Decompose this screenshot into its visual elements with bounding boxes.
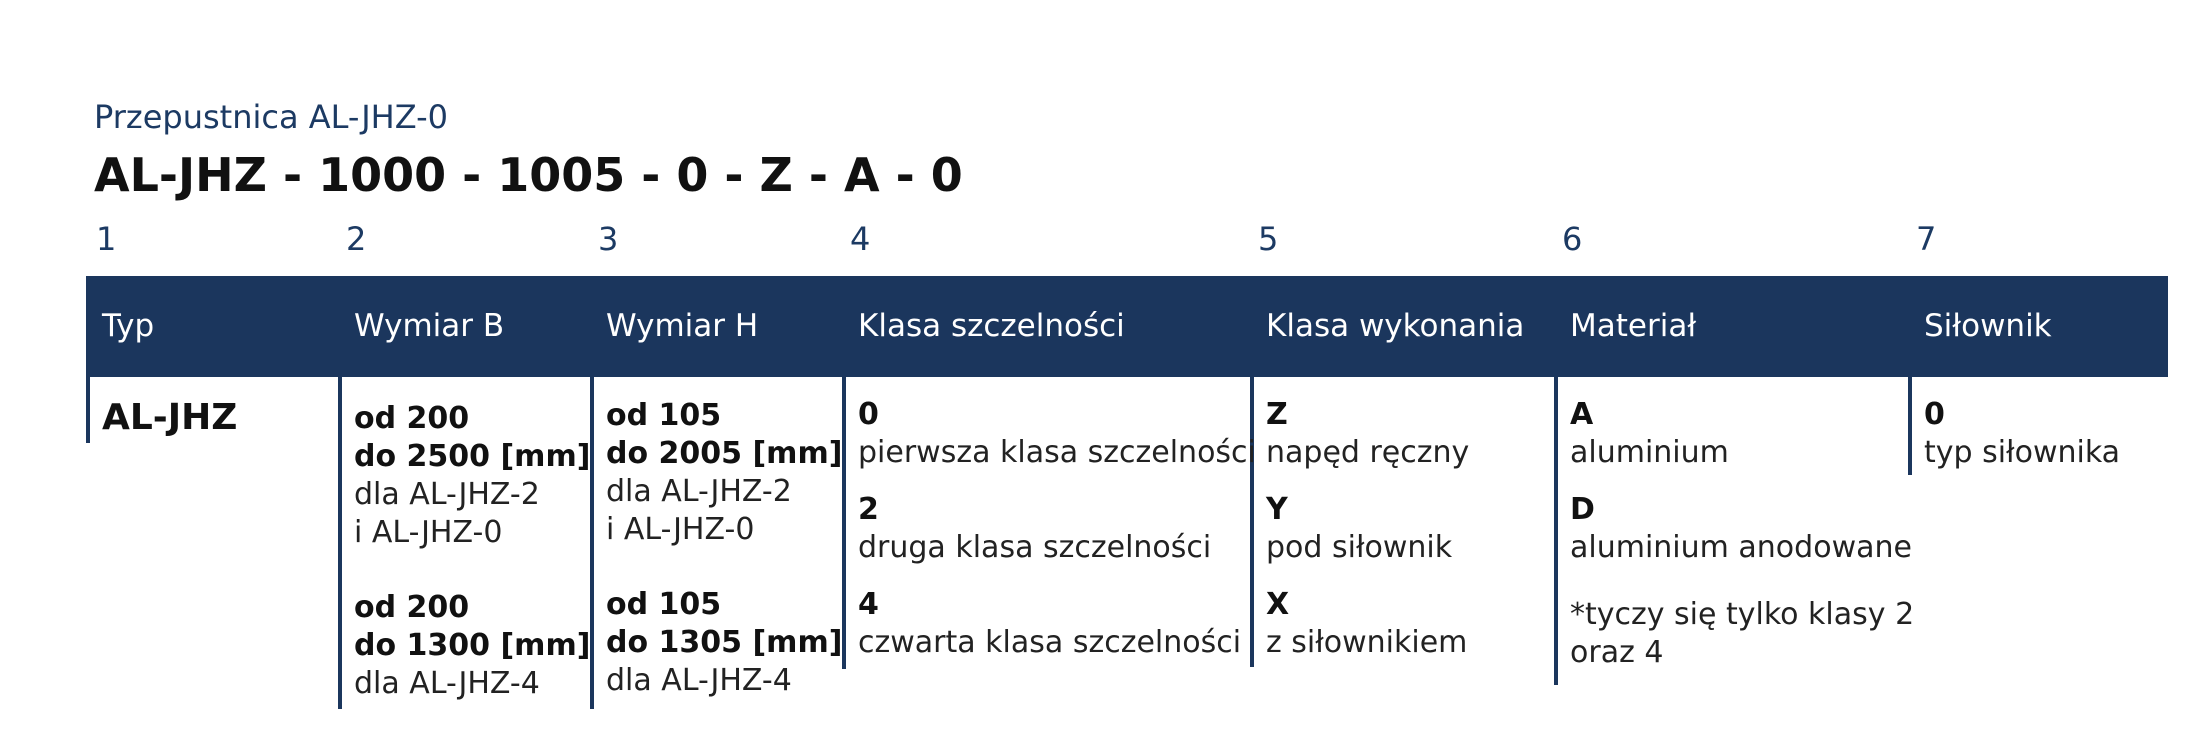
material-footnote: oraz 4 bbox=[1570, 635, 1664, 670]
material-footnote: *tyczy się tylko klasy 2 bbox=[1570, 597, 1915, 632]
wymiar-h-range-to: do 2005 [mm] bbox=[606, 436, 843, 471]
wykonanie-desc: napęd ręczny bbox=[1266, 435, 1470, 470]
wymiar-b-cell bbox=[354, 400, 590, 703]
wymiar-b-range-from: od 200 bbox=[354, 401, 470, 436]
column-divider-klasa-szczelnosci bbox=[842, 377, 846, 669]
column-number-4: 4 bbox=[850, 220, 871, 258]
typ-value: AL-JHZ bbox=[102, 397, 238, 438]
column-number-2: 2 bbox=[346, 220, 367, 258]
wymiar-b-note: i AL-JHZ-0 bbox=[354, 515, 503, 550]
wymiar-h-note: i AL-JHZ-0 bbox=[606, 512, 755, 547]
column-divider-wymiar-b bbox=[338, 377, 342, 709]
header-wymiar-h: Wymiar H bbox=[606, 308, 759, 344]
wykonanie-desc: pod siłownik bbox=[1266, 530, 1453, 565]
material-code: A bbox=[1570, 397, 1594, 432]
silownik-cell bbox=[1924, 396, 2120, 472]
wymiar-h-range-from: od 105 bbox=[606, 398, 722, 433]
szczelnosc-code: 4 bbox=[858, 587, 879, 622]
header-wymiar-b: Wymiar B bbox=[354, 308, 505, 344]
klasa-wykonania-cell bbox=[1266, 396, 1469, 662]
wymiar-h-range-to: do 1305 [mm] bbox=[606, 625, 843, 660]
column-number-7: 7 bbox=[1916, 220, 1937, 258]
wymiar-h-note: dla AL-JHZ-2 bbox=[606, 474, 792, 509]
column-divider-material bbox=[1554, 377, 1558, 685]
szczelnosc-desc: pierwsza klasa szczelności bbox=[858, 435, 1256, 470]
material-desc: aluminium bbox=[1570, 435, 1729, 470]
header-typ: Typ bbox=[102, 308, 155, 344]
material-desc: aluminium anodowane bbox=[1570, 530, 1912, 565]
wymiar-h-range-from: od 105 bbox=[606, 587, 722, 622]
wykonanie-desc: z siłownikiem bbox=[1266, 625, 1468, 660]
wymiar-h-note: dla AL-JHZ-4 bbox=[606, 663, 792, 698]
column-number-3: 3 bbox=[598, 220, 619, 258]
typ-cell bbox=[102, 397, 237, 439]
product-subtitle: Przepustnica AL-JHZ-0 bbox=[94, 98, 448, 136]
szczelnosc-desc: czwarta klasa szczelności bbox=[858, 625, 1242, 660]
header-silownik: Siłownik bbox=[1924, 308, 2052, 344]
silownik-desc: typ siłownika bbox=[1924, 435, 2121, 470]
szczelnosc-code: 0 bbox=[858, 397, 879, 432]
wymiar-h-cell bbox=[606, 397, 842, 700]
wymiar-b-range-from: od 200 bbox=[354, 590, 470, 625]
header-material: Materiał bbox=[1570, 308, 1697, 344]
column-number-5: 5 bbox=[1258, 220, 1279, 258]
material-code: D bbox=[1570, 492, 1595, 527]
szczelnosc-code: 2 bbox=[858, 492, 879, 527]
wymiar-b-note: dla AL-JHZ-4 bbox=[354, 666, 540, 701]
wykonanie-code: Z bbox=[1266, 397, 1288, 432]
material-cell bbox=[1570, 396, 1914, 672]
wymiar-b-range-to: do 2500 [mm] bbox=[354, 439, 591, 474]
column-divider-typ bbox=[86, 377, 90, 443]
column-number-1: 1 bbox=[96, 220, 117, 258]
header-klasa-wykonania: Klasa wykonania bbox=[1266, 308, 1525, 344]
column-divider-wymiar-h bbox=[590, 377, 594, 709]
wykonanie-code: X bbox=[1266, 587, 1290, 622]
silownik-code: 0 bbox=[1924, 397, 1945, 432]
column-number-6: 6 bbox=[1562, 220, 1583, 258]
wymiar-b-note: dla AL-JHZ-2 bbox=[354, 477, 540, 512]
header-klasa-szczelnosci: Klasa szczelności bbox=[858, 308, 1125, 344]
klasa-szczelnosci-cell bbox=[858, 396, 1256, 662]
szczelnosc-desc: druga klasa szczelności bbox=[858, 530, 1212, 565]
wykonanie-code: Y bbox=[1266, 492, 1288, 527]
wymiar-b-range-to: do 1300 [mm] bbox=[354, 628, 591, 663]
product-code: AL-JHZ - 1000 - 1005 - 0 - Z - A - 0 bbox=[94, 148, 963, 202]
